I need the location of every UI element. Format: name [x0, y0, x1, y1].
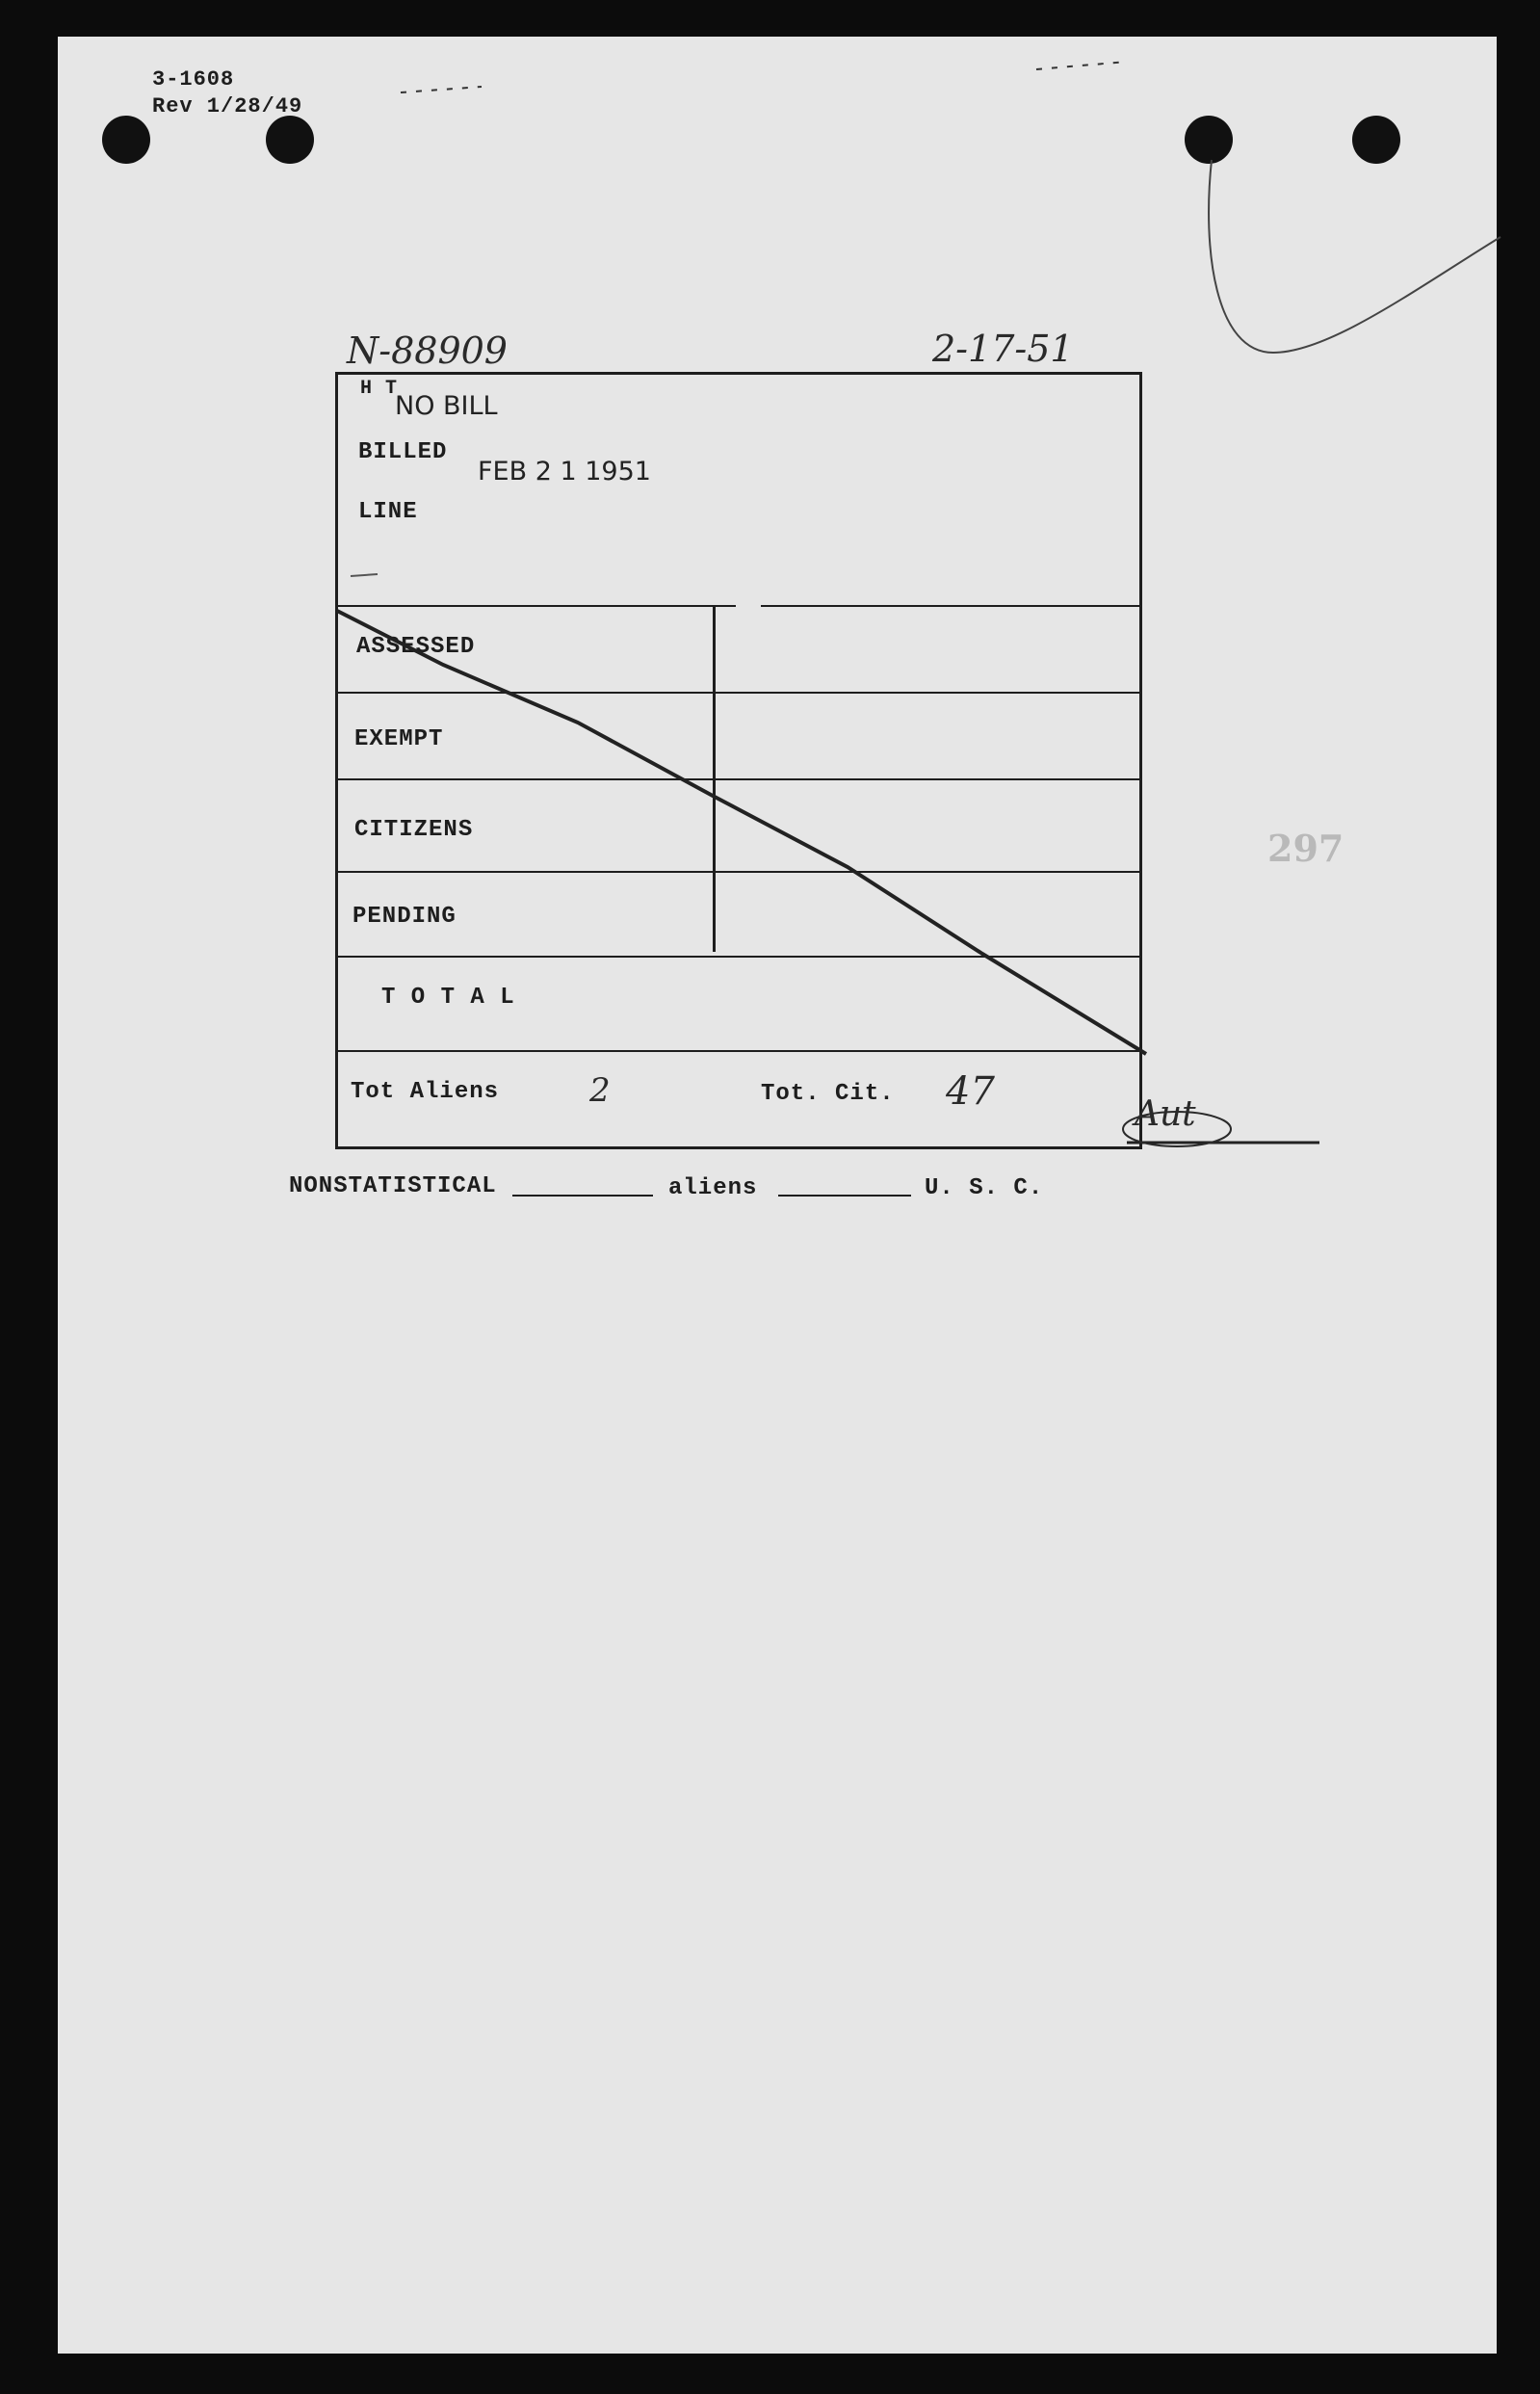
tot-cit-value: 47 — [946, 1069, 995, 1114]
pending-label: PENDING — [352, 904, 457, 930]
billed-date-stamp: FEB 2 1 1951 — [478, 457, 651, 487]
signature: Aut — [1135, 1094, 1196, 1134]
citizens-label: CITIZENS — [354, 817, 474, 843]
total-label: T O T A L — [381, 985, 515, 1011]
aliens-label: aliens — [668, 1175, 758, 1201]
tot-aliens-value: 2 — [589, 1071, 611, 1110]
ht-stamp: H T — [360, 378, 399, 400]
billed-label: BILLED — [358, 439, 448, 465]
tot-cit-label: Tot. Cit. — [761, 1081, 895, 1107]
nonstatistical-label: NONSTATISTICAL — [289, 1173, 497, 1199]
form-revision: Rev 1/28/49 — [152, 94, 303, 118]
page-number: 297 — [1267, 827, 1344, 870]
usc-label: U. S. C. — [925, 1175, 1044, 1201]
tot-aliens-label: Tot Aliens — [351, 1079, 500, 1105]
exempt-label: EXEMPT — [354, 726, 444, 752]
file-number: N-88909 — [347, 329, 508, 372]
no-bill-stamp: NO BILL — [395, 391, 498, 421]
margin-curve-stroke — [1209, 160, 1501, 353]
top-dash-mark — [401, 87, 482, 92]
assessed-label: ASSESSED — [356, 634, 476, 660]
form-number: 3-1608 — [152, 67, 235, 92]
date-handwritten: 2-17-51 — [932, 328, 1074, 370]
line-label: LINE — [358, 499, 418, 525]
line-dash-mark — [351, 574, 378, 576]
cancel-diagonal-stroke — [337, 611, 1146, 1054]
top-right-dash-mark — [1036, 62, 1127, 69]
